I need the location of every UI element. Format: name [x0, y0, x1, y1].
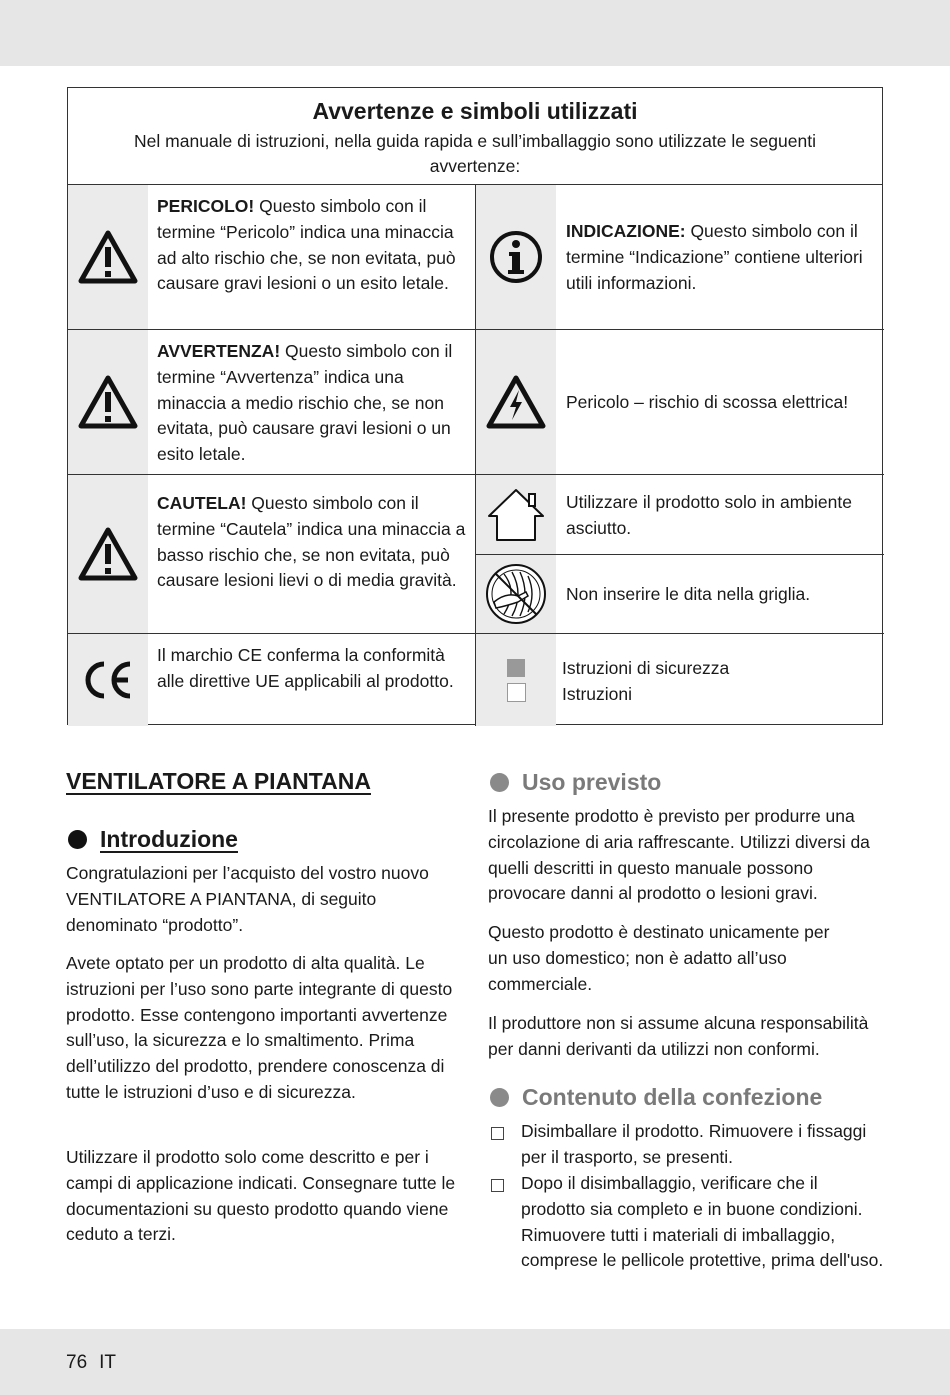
- grille-text: Non inserire le dita nella griglia.: [566, 584, 811, 604]
- warnings-table-title: Avvertenze e simboli utilizzati: [312, 98, 638, 124]
- product-title: VENTILATORE A PIANTANA: [66, 768, 371, 794]
- contenuto-heading: Contenuto della confezione: [490, 1084, 822, 1111]
- safety-square-icon: [507, 659, 525, 677]
- checkbox-icon: [491, 1127, 504, 1140]
- bullet-dot-icon: [490, 773, 509, 792]
- caution-triangle-icon: [68, 475, 148, 633]
- top-band: [0, 0, 950, 66]
- avvertenza-text: AVVERTENZA! Questo simbolo con il termine “Avvertenza” indica una minaccia a medio rischio che, se non evitata, può causare gravi lesioni o un esito letale.: [157, 341, 453, 465]
- uso-paragraph-1: Il presente prodotto è previsto per produrre una circolazione di aria raffrescante. Utilizzi diversi da quelli descritti in questo manuale possono provocare danni al prodotto o lesioni gravi.: [488, 806, 870, 904]
- intro-paragraph-3: Utilizzare il prodotto solo come descritto e per i campi di applicazione indicati. Consegnare tutte le documentazioni su questo prodotto quando viene ceduto a terzi.: [66, 1147, 456, 1245]
- indicazione-text: INDICAZIONE: Questo simbolo con il termine “Indicazione” contiene ulteriori utili informazioni.: [566, 221, 863, 293]
- bullet-dot-icon: [490, 1088, 509, 1107]
- cautela-text: CAUTELA! Questo simbolo con il termine “Cautela” indica una minaccia a basso rischio che, se non evitata, può causare lesioni lievi o di media gravità.: [157, 493, 466, 591]
- bullet-dot-icon: [68, 830, 87, 849]
- warnings-table-header: [68, 88, 882, 185]
- indoor-text: Utilizzare il prodotto solo in ambiente asciutto.: [566, 492, 852, 538]
- legend-instructions-text: Istruzioni: [562, 684, 633, 704]
- intro-paragraph-1: Congratulazioni per l’acquisto del vostro nuovo VENTILATORE A PIANTANA, di seguito denominato “prodotto”.: [66, 863, 429, 935]
- no-fingers-grille-icon: [476, 555, 556, 633]
- danger-triangle-icon: [68, 185, 148, 329]
- info-icon: [476, 185, 556, 329]
- legend-safety-text: Istruzioni di sicurezza: [562, 658, 730, 678]
- uso-paragraph-2: Questo prodotto è destinato unicamente per un uso domestico; non è adatto all’uso commerciale.: [488, 922, 830, 994]
- warning-triangle-icon: [68, 330, 148, 474]
- page-footer: [66, 1352, 128, 1374]
- warnings-table: [67, 87, 883, 725]
- introduzione-heading: Introduzione: [68, 826, 238, 853]
- pericolo-text: PERICOLO! Questo simbolo con il termine “Pericolo” indica una minaccia ad alto rischio che, se non evitata, può causare gravi lesioni o un esito letale.: [157, 196, 456, 294]
- page-number: 76: [66, 1352, 88, 1373]
- electric-shock-icon: [476, 330, 556, 474]
- instructions-square-icon: [507, 683, 526, 702]
- language-code: IT: [99, 1352, 117, 1373]
- contenuto-item-2: Dopo il disimballaggio, verificare che il prodotto sia completo e in buone condizioni. Rimuovere tutti i materiali di imballaggio, comprese le pellicole protettive, prima dell'uso.: [521, 1173, 884, 1271]
- contenuto-item-1: Disimballare il prodotto. Rimuovere i fissaggi per il trasporto, se presenti.: [521, 1121, 867, 1167]
- bottom-band: [0, 1329, 950, 1395]
- checkbox-icon: [491, 1179, 504, 1192]
- electric-text: Pericolo – rischio di scossa elettrica!: [566, 392, 849, 412]
- ce-text: Il marchio CE conferma la conformità alle direttive UE applicabili al prodotto.: [157, 645, 454, 691]
- uso-previsto-heading: Uso previsto: [490, 769, 661, 796]
- legend-icons: [476, 634, 556, 726]
- ce-mark-icon: [68, 634, 148, 726]
- house-icon: [476, 475, 556, 554]
- uso-paragraph-3: Il produttore non si assume alcuna responsabilità per danni derivanti da utilizzi non conformi.: [488, 1013, 869, 1059]
- warnings-table-intro: Nel manuale di istruzioni, nella guida rapida e sull’imballaggio sono utilizzate le seguenti avvertenze:: [134, 131, 816, 176]
- intro-paragraph-2: Avete optato per un prodotto di alta qualità. Le istruzioni per l’uso sono parte integrante di questo prodotto. Esse contengono importanti avvertenze sull’uso, la sicurezza e lo smaltimento. Prima dell’utilizzo del prodotto, prendere conoscenza di tutte le istruzioni d’uso e di sicurezza.: [66, 953, 453, 1102]
